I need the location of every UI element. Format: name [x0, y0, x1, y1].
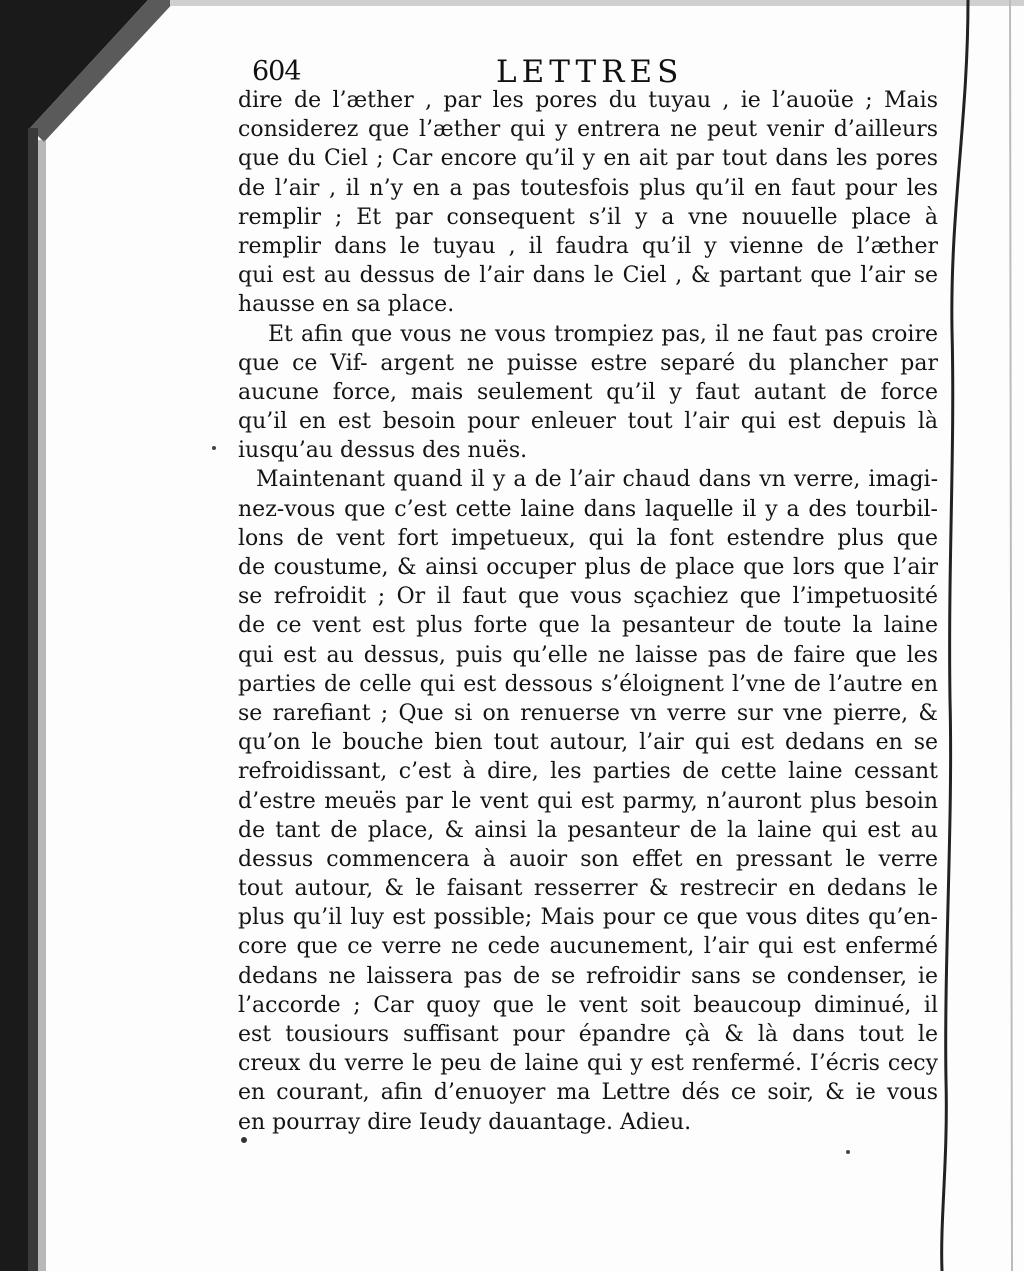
paragraph-1: [238, 86, 938, 320]
text-line: plus qu’il luy est possible; Mais pour ce que vous dites qu’en-: [238, 905, 938, 931]
text-line: que du Ciel ; Car encore qu’il y en ait par tout dans les pores: [238, 146, 938, 172]
text-line: dessus commencera à auoir son effet en pressant le verre: [238, 846, 938, 872]
text-line: qui est au dessus, puis qu’elle ne laisse pas de faire que les: [238, 642, 938, 668]
text-line: en pourray dire Ieudy dauantage. Adieu.: [238, 1109, 692, 1135]
text-line: core que ce verre ne cede aucunement, l’air qui est enfermé: [238, 934, 938, 960]
text-line: est tousiours suffisant pour épandre çà & là dans tout le: [238, 1022, 938, 1047]
text-line: en courant, afin d’enuoyer ma Lettre dés ce soir, & ie vous: [238, 1080, 938, 1106]
text-line: que ce Vif- argent ne puisse estre separé du plancher par: [238, 350, 938, 376]
text-line: de l’air , il n’y en a pas toutesfois plus qu’il en faut pour les: [238, 175, 938, 201]
text-line: qu’il en est besoin pour enleuer tout l’air qui est depuis là: [238, 409, 938, 435]
text-line: dire de l’æther , par les pores du tuyau , ie l’auoüe ; Mais: [238, 88, 938, 113]
text-line: remplir dans le tuyau , il faudra qu’il y vienne de l’æther: [238, 233, 938, 259]
text-line: l’accorde ; Car quoy que le vent soit beaucoup diminué, il: [238, 992, 938, 1018]
text-line: d’estre meuës par le vent qui est parmy, n’auront plus besoin: [238, 788, 938, 814]
text-line: qu’on le bouche bien tout autour, l’air qui est dedans en se: [238, 730, 938, 756]
text-line: se refroidit ; Or il faut que vous sçachiez que l’impetuosité: [238, 584, 938, 610]
text-line: remplir ; Et par consequent s’il y a vne nouuelle place à: [238, 204, 938, 230]
text-line: iusqu’au dessus des nuës.: [238, 438, 528, 464]
text-line: creux du verre le peu de laine qui y est renfermé. I’écris cecy: [238, 1051, 938, 1077]
text-line: dedans ne laissera pas de se refroidir sans se condenser, ie: [238, 963, 938, 989]
text-line: lons de vent fort impetueux, qui la font estendre plus que: [238, 525, 938, 551]
text-line: nez-vous que c’est cette laine dans laquelle il y a des tourbil-: [238, 496, 938, 522]
text-line: parties de celle qui est dessous s’éloignent l’vne de l’autre en: [238, 671, 938, 697]
text-line: Maintenant quand il y a de l’air chaud dans vn verre, imagi-: [256, 467, 938, 493]
text-line: aucune force, mais seulement qu’il y faut autant de force: [238, 379, 938, 405]
text-line: considerez que l’æther qui y entrera ne peut venir d’ailleurs: [238, 117, 938, 143]
letter-body: [238, 86, 938, 1137]
text-line: hausse en sa place.: [238, 292, 455, 318]
text-line: Et afin que vous ne vous trompiez pas, il ne faut pas croire: [268, 321, 938, 347]
running-title: LETTRES: [496, 54, 684, 90]
text-line: refroidissant, c’est à dire, les parties de cette laine cessant: [238, 759, 938, 785]
text-line: de tant de place, & ainsi la pesanteur de la laine qui est au: [238, 817, 938, 843]
paragraph-2: [238, 320, 938, 466]
text-line: se rarefiant ; Que si on renuerse vn verre sur vne pierre, &: [238, 700, 938, 726]
page-number: 604: [252, 56, 301, 87]
text-line: de coustume, & ainsi occuper plus de place que lors que l’air: [238, 555, 938, 580]
text-line: tout autour, & le faisant resserrer & restrecir en dedans le: [238, 876, 938, 902]
text-line: de ce vent est plus forte que la pesanteur de toute la laine: [238, 613, 938, 639]
paragraph-3: [238, 465, 938, 1136]
text-line: qui est au dessus de l’air dans le Ciel , & partant que l’air se: [238, 263, 938, 289]
